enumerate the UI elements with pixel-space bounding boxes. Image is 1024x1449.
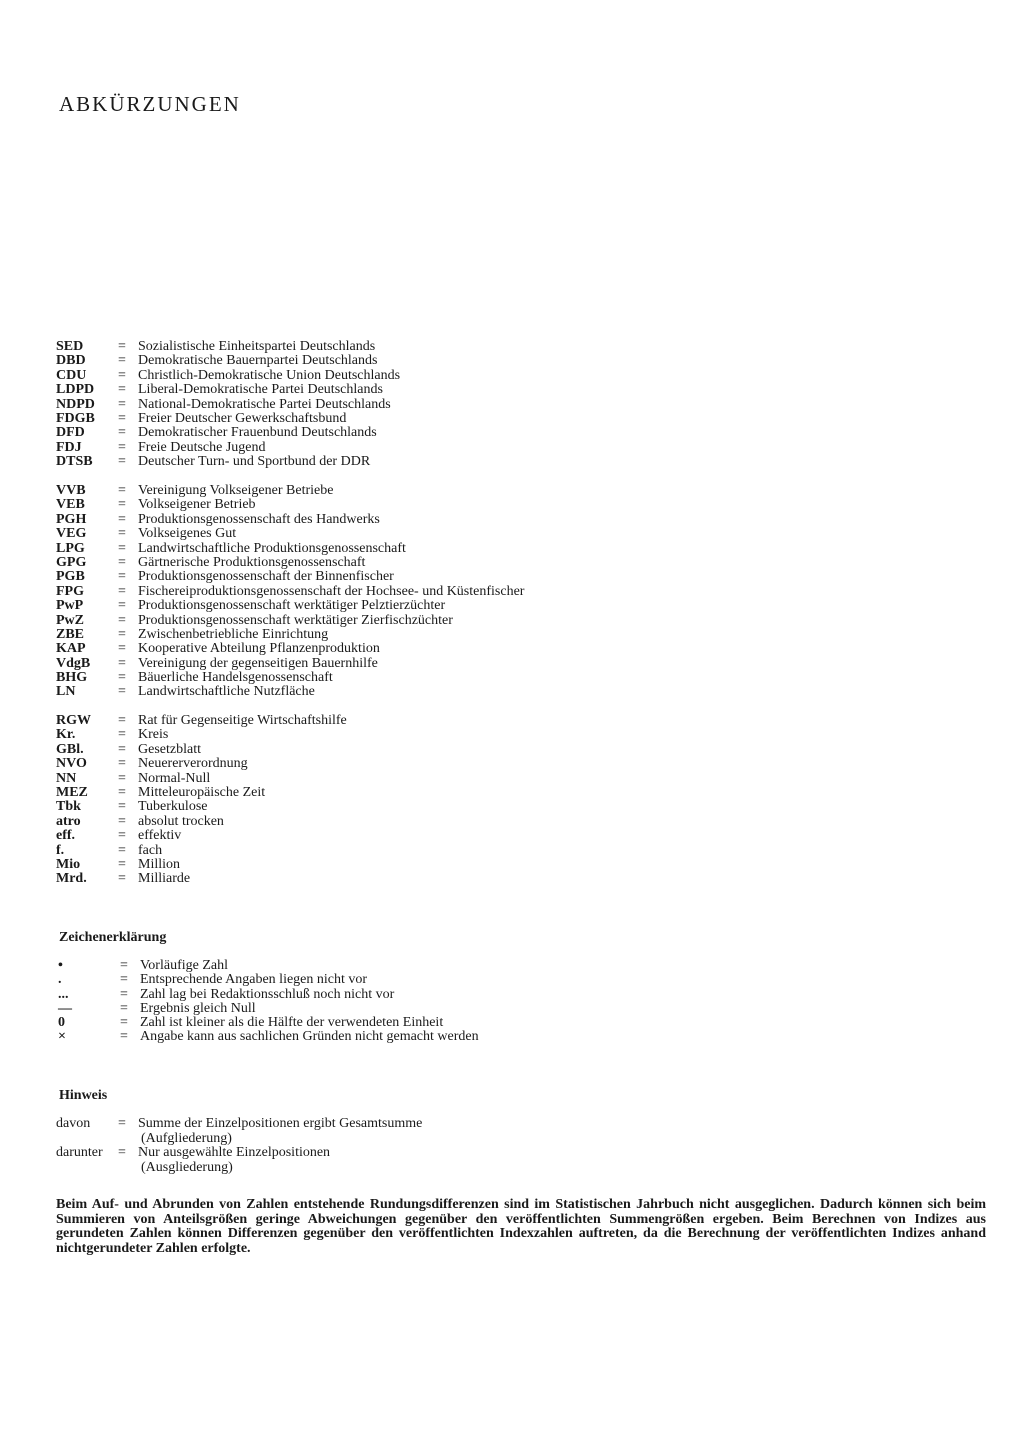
- abbreviation-row: [56, 872, 347, 886]
- hint-meaning-line: Summe der Einzelpositionen ergibt Gesamtsumme: [138, 1116, 423, 1131]
- abbreviation-meaning: Produktionsgenossenschaft werktätiger Zierfischzüchter: [138, 612, 453, 628]
- equals-sign: =: [118, 526, 126, 542]
- abbreviation-meaning: Million: [138, 856, 181, 872]
- equals-sign: =: [120, 1029, 128, 1045]
- abbreviation-meaning: Sozialistische Einheitspartei Deutschlands: [138, 339, 376, 354]
- abbreviation-term: DBD: [56, 353, 86, 369]
- symbols-heading: Zeichenerklärung: [59, 930, 167, 945]
- symbol-row: [56, 1002, 479, 1016]
- equals-sign: =: [118, 612, 126, 628]
- hint-term: darunter: [56, 1145, 103, 1160]
- hint-row: [56, 1146, 422, 1175]
- abbreviation-term: LDPD: [56, 382, 95, 398]
- equals-sign: =: [118, 756, 126, 772]
- symbol-row: [56, 973, 479, 987]
- abbreviation-row: [56, 441, 400, 455]
- abbreviation-meaning: Demokratischer Frauenbund Deutschlands: [138, 425, 377, 441]
- equals-sign: =: [118, 454, 126, 470]
- abbreviation-meaning: Vereinigung der gegenseitigen Bauernhilfe: [138, 655, 378, 671]
- equals-sign: =: [120, 972, 128, 988]
- abbreviation-term: atro: [56, 813, 81, 829]
- abbreviation-row: [56, 786, 347, 800]
- abbreviation-meaning: Rat für Gegenseitige Wirtschaftshilfe: [138, 713, 347, 728]
- abbreviation-term: SED: [56, 339, 84, 354]
- abbreviation-row: [56, 354, 400, 368]
- hint-meaning-line: Nur ausgewählte Einzelpositionen: [138, 1145, 331, 1160]
- abbreviation-row: [56, 714, 347, 728]
- abbreviation-term: DTSB: [56, 454, 93, 470]
- abbreviation-term: KAP: [56, 641, 86, 657]
- equals-sign: =: [118, 339, 126, 354]
- symbol-row: [56, 1016, 479, 1030]
- equals-sign: =: [118, 483, 126, 498]
- equals-sign: =: [118, 353, 126, 369]
- abbreviation-group-economy: [56, 484, 524, 700]
- equals-sign: =: [118, 367, 126, 383]
- abbreviation-row: [56, 570, 524, 584]
- abbreviation-row: [56, 398, 400, 412]
- abbreviation-row: [56, 728, 347, 742]
- hint-meaning-note: (Aufgliederung): [141, 1130, 232, 1146]
- symbols-list: [56, 959, 479, 1045]
- abbreviation-meaning: National-Demokratische Partei Deutschlands: [138, 396, 391, 412]
- abbreviation-row: [56, 671, 524, 685]
- equals-sign: =: [118, 511, 126, 527]
- abbreviation-row: [56, 585, 524, 599]
- hint-meaning: [138, 1146, 330, 1175]
- symbol-glyph: ...: [58, 986, 69, 1002]
- abbreviation-row: [56, 614, 524, 628]
- equals-sign: =: [118, 439, 126, 455]
- abbreviation-meaning: Produktionsgenossenschaft des Handwerks: [138, 511, 380, 527]
- abbreviation-row: [56, 455, 400, 469]
- equals-sign: =: [118, 497, 126, 513]
- abbreviation-term: FPG: [56, 583, 84, 599]
- equals-sign: =: [118, 598, 126, 614]
- equals-sign: =: [118, 813, 126, 829]
- abbreviation-term: LPG: [56, 540, 85, 556]
- abbreviation-row: [56, 426, 400, 440]
- symbol-meaning: Ergebnis gleich Null: [140, 1000, 256, 1016]
- symbol-meaning: Vorläufige Zahl: [140, 958, 228, 973]
- abbreviation-row: [56, 513, 524, 527]
- abbreviation-meaning: Landwirtschaftliche Produktionsgenossenschaft: [138, 540, 406, 556]
- abbreviation-row: [56, 556, 524, 570]
- equals-sign: =: [118, 382, 126, 398]
- abbreviation-term: VdgB: [56, 655, 91, 671]
- abbreviation-term: eff.: [56, 828, 76, 844]
- abbreviation-group-parties: [56, 340, 400, 470]
- equals-sign: =: [118, 799, 126, 815]
- abbreviation-term: GPG: [56, 554, 87, 570]
- equals-sign: =: [118, 641, 126, 657]
- equals-sign: =: [118, 1145, 126, 1160]
- abbreviation-meaning: Freie Deutsche Jugend: [138, 439, 266, 455]
- abbreviation-term: Kr.: [56, 727, 76, 743]
- hint-meaning: [138, 1117, 422, 1146]
- abbreviation-row: [56, 772, 347, 786]
- abbreviation-meaning: Milliarde: [138, 871, 191, 887]
- equals-sign: =: [118, 871, 126, 887]
- equals-sign: =: [118, 741, 126, 757]
- equals-sign: =: [118, 396, 126, 412]
- abbreviation-term: Mrd.: [56, 871, 87, 887]
- abbreviation-group-general: [56, 714, 347, 887]
- abbreviation-term: VEG: [56, 526, 87, 542]
- abbreviation-term: VEB: [56, 497, 85, 513]
- symbol-row: [56, 1030, 479, 1044]
- abbreviation-row: [56, 628, 524, 642]
- abbreviation-row: [56, 498, 524, 512]
- symbol-glyph: ×: [58, 1029, 66, 1045]
- abbreviation-meaning: Kooperative Abteilung Pflanzenproduktion: [138, 641, 380, 657]
- equals-sign: =: [120, 1015, 128, 1031]
- abbreviation-term: RGW: [56, 713, 91, 728]
- abbreviation-term: NVO: [56, 756, 87, 772]
- abbreviation-row: [56, 743, 347, 757]
- abbreviation-term: DFD: [56, 425, 85, 441]
- symbol-glyph: •: [58, 958, 63, 973]
- symbol-row: [56, 988, 479, 1002]
- abbreviation-row: [56, 527, 524, 541]
- abbreviation-row: [56, 815, 347, 829]
- abbreviation-term: MEZ: [56, 784, 88, 800]
- equals-sign: =: [118, 1116, 126, 1131]
- abbreviation-row: [56, 383, 400, 397]
- abbreviation-term: NN: [56, 770, 77, 786]
- abbreviation-term: FDJ: [56, 439, 82, 455]
- abbreviation-meaning: Volkseigenes Gut: [138, 526, 237, 542]
- equals-sign: =: [120, 986, 128, 1002]
- symbol-row: [56, 959, 479, 973]
- hint-meaning-note: (Ausgliederung): [141, 1159, 233, 1175]
- equals-sign: =: [118, 425, 126, 441]
- abbreviation-term: PwZ: [56, 612, 84, 628]
- abbreviation-row: [56, 829, 347, 843]
- equals-sign: =: [120, 958, 128, 973]
- hint-row: [56, 1117, 422, 1146]
- abbreviation-meaning: Deutscher Turn- und Sportbund der DDR: [138, 454, 371, 470]
- equals-sign: =: [118, 410, 126, 426]
- abbreviation-term: NDPD: [56, 396, 95, 412]
- abbreviation-term: Mio: [56, 856, 81, 872]
- abbreviation-row: [56, 858, 347, 872]
- equals-sign: =: [118, 770, 126, 786]
- abbreviation-row: [56, 484, 524, 498]
- abbreviation-meaning: Normal-Null: [138, 770, 211, 786]
- equals-sign: =: [118, 684, 126, 700]
- rounding-note: Beim Auf- und Abrunden von Zahlen entstehende Rundungsdifferenzen sind im Statistischen Jahrbuch nicht ausgeglichen. Dadurch können sich beim Summieren von Anteilsgrößen geringe Abweichungen gegenüber den veröffentlichten Summengrößen ergeben. Beim Berechnen von Indizes aus gerundeten Zahlen können Differenzen gegenüber den veröffentlichten Indexzahlen auftreten, da die Berechnung der veröffentlichten Indizes anhand nichtgerundeter Zahlen erfolgte.: [56, 1197, 986, 1256]
- abbreviation-meaning: Mitteleuropäische Zeit: [138, 784, 266, 800]
- abbreviation-term: PwP: [56, 598, 84, 614]
- symbol-glyph: —: [58, 1000, 72, 1016]
- abbreviation-meaning: Zwischenbetriebliche Einrichtung: [138, 626, 329, 642]
- hint-list: [56, 1117, 422, 1175]
- abbreviation-term: BHG: [56, 670, 88, 686]
- symbol-meaning: Entsprechende Angaben liegen nicht vor: [140, 972, 368, 988]
- abbreviation-row: [56, 542, 524, 556]
- abbreviation-term: PGH: [56, 511, 87, 527]
- abbreviation-meaning: Landwirtschaftliche Nutzfläche: [138, 684, 315, 700]
- abbreviation-meaning: Liberal-Demokratische Partei Deutschlands: [138, 382, 383, 398]
- equals-sign: =: [118, 727, 126, 743]
- symbol-meaning: Zahl lag bei Redaktionsschluß noch nicht vor: [140, 986, 395, 1002]
- abbreviation-meaning: Christlich-Demokratische Union Deutschlands: [138, 367, 401, 383]
- abbreviation-row: [56, 844, 347, 858]
- abbreviation-term: ZBE: [56, 626, 85, 642]
- abbreviation-row: [56, 599, 524, 613]
- abbreviation-term: CDU: [56, 367, 87, 383]
- equals-sign: =: [118, 540, 126, 556]
- equals-sign: =: [118, 856, 126, 872]
- abbreviation-row: [56, 642, 524, 656]
- abbreviation-term: PGB: [56, 569, 85, 585]
- abbreviation-term: f.: [56, 842, 65, 858]
- equals-sign: =: [118, 554, 126, 570]
- abbreviation-row: [56, 800, 347, 814]
- abbreviation-meaning: Vereinigung Volkseigener Betriebe: [138, 483, 334, 498]
- abbreviation-meaning: Fischereiproduktionsgenossenschaft der Hochsee- und Küstenfischer: [138, 583, 525, 599]
- abbreviation-meaning: fach: [138, 842, 163, 858]
- abbreviation-meaning: Produktionsgenossenschaft werktätiger Pelztierzüchter: [138, 598, 446, 614]
- abbreviation-row: [56, 657, 524, 671]
- abbreviation-term: VVB: [56, 483, 86, 498]
- abbreviation-row: [56, 340, 400, 354]
- page-title: ABKÜRZUNGEN: [59, 92, 241, 116]
- abbreviation-meaning: Gesetzblatt: [138, 741, 201, 757]
- abbreviation-term: Tbk: [56, 799, 81, 815]
- equals-sign: =: [118, 569, 126, 585]
- abbreviation-row: [56, 369, 400, 383]
- equals-sign: =: [118, 784, 126, 800]
- equals-sign: =: [120, 1000, 128, 1016]
- symbol-glyph: .: [58, 972, 62, 988]
- equals-sign: =: [118, 655, 126, 671]
- symbol-meaning: Angabe kann aus sachlichen Gründen nicht gemacht werden: [140, 1029, 479, 1045]
- abbreviation-term: FDGB: [56, 410, 95, 426]
- abbreviation-meaning: Produktionsgenossenschaft der Binnenfischer: [138, 569, 394, 585]
- abbreviation-meaning: Kreis: [138, 727, 169, 743]
- hint-heading: Hinweis: [59, 1088, 108, 1103]
- abbreviation-meaning: Neuererverordnung: [138, 756, 248, 772]
- hint-term: davon: [56, 1116, 91, 1131]
- equals-sign: =: [118, 713, 126, 728]
- symbol-glyph: 0: [58, 1015, 65, 1031]
- equals-sign: =: [118, 828, 126, 844]
- abbreviation-meaning: Volkseigener Betrieb: [138, 497, 256, 513]
- abbreviation-meaning: Demokratische Bauernpartei Deutschlands: [138, 353, 378, 369]
- abbreviation-meaning: Gärtnerische Produktionsgenossenschaft: [138, 554, 366, 570]
- equals-sign: =: [118, 583, 126, 599]
- equals-sign: =: [118, 626, 126, 642]
- abbreviation-meaning: Tuberkulose: [138, 799, 208, 815]
- equals-sign: =: [118, 842, 126, 858]
- abbreviation-row: [56, 685, 524, 699]
- abbreviation-meaning: Bäuerliche Handelsgenossenschaft: [138, 670, 333, 686]
- abbreviation-row: [56, 412, 400, 426]
- abbreviation-row: [56, 757, 347, 771]
- abbreviation-meaning: effektiv: [138, 828, 182, 844]
- abbreviation-meaning: Freier Deutscher Gewerkschaftsbund: [138, 410, 347, 426]
- equals-sign: =: [118, 670, 126, 686]
- abbreviation-term: LN: [56, 684, 76, 700]
- symbol-meaning: Zahl ist kleiner als die Hälfte der verwendeten Einheit: [140, 1015, 444, 1031]
- abbreviation-term: GBl.: [56, 741, 84, 757]
- abbreviation-meaning: absolut trocken: [138, 813, 224, 829]
